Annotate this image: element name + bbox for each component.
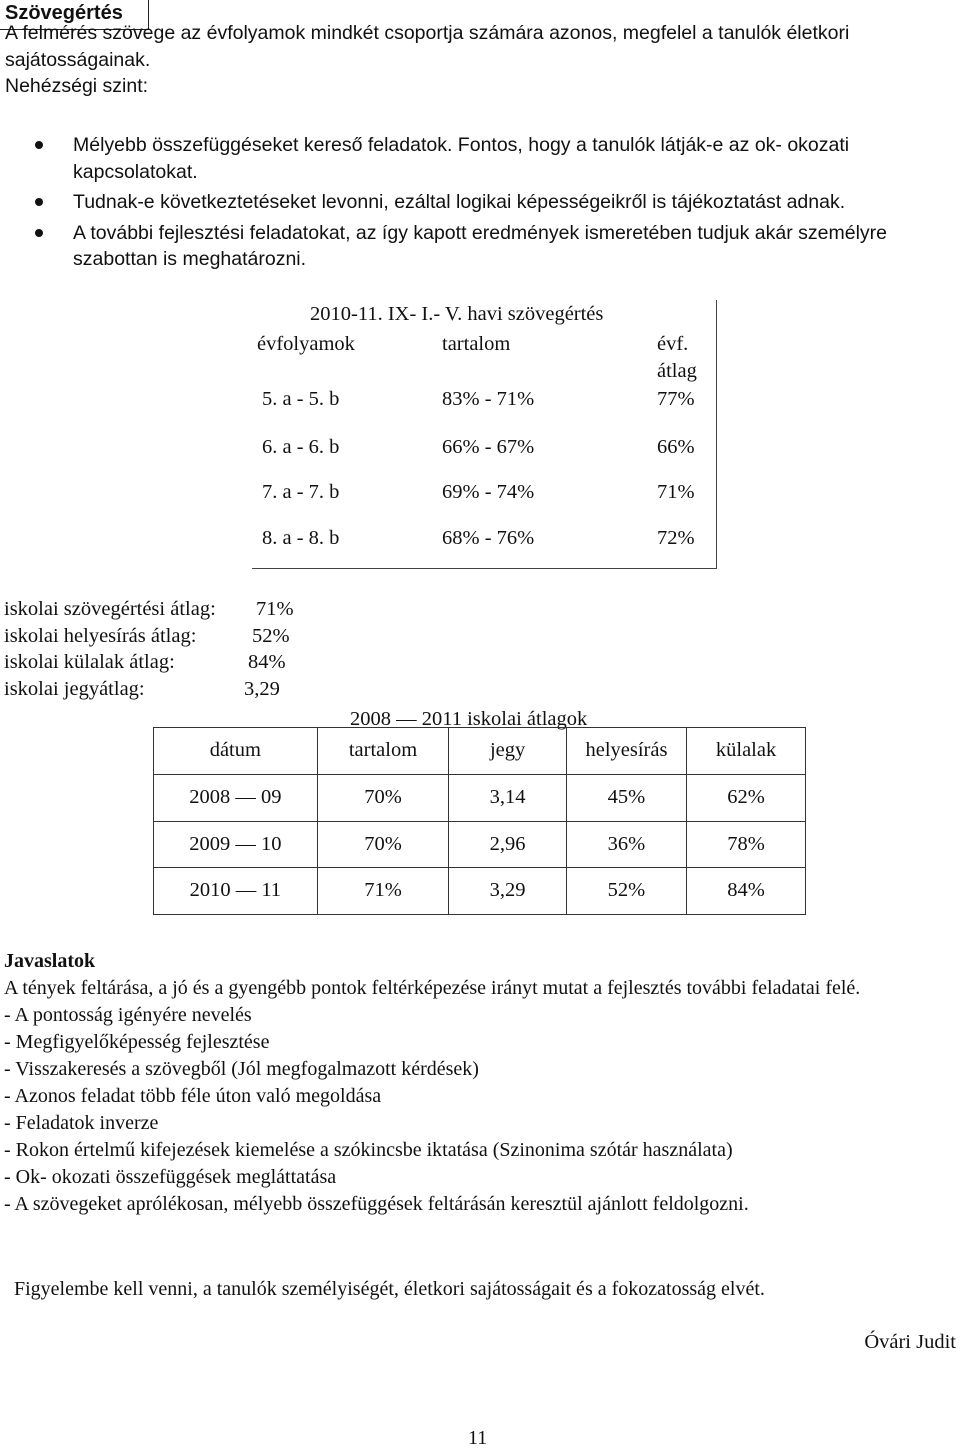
table2-cell: 84% [687,868,806,915]
table1-cell-range: 66% - 67% [442,436,535,458]
table1-cell-range: 68% - 76% [442,527,535,549]
bullet-text: Tudnak-e következtetéseket levonni, ezáltal logikai képességeikről is tájékoztatást adnak. [73,191,846,213]
table1-cell-avg: 72% [657,527,695,549]
table2-cell: 36% [566,821,686,868]
monthly-reading-table [252,300,717,569]
stat-row [4,623,290,650]
table2-row [154,821,806,868]
table1-cell-grade: 6. a - 6. b [262,436,340,458]
recommendation-item: - Azonos feladat több féle úton való megoldása [4,1085,382,1107]
recommendation-item: - Feladatok inverze [4,1112,159,1134]
bullet-item [35,132,940,185]
recommendation-item: - Ok- okozati összefüggések megláttatása [4,1166,337,1188]
bullet-item [35,189,940,216]
recommendation-item: - Megfigyelőképesség fejlesztése [4,1031,270,1053]
table2-cell: 71% [317,868,449,915]
table2-cell: 78% [687,821,806,868]
table2-header-cell: dátum [154,728,318,775]
table1-cell-grade: 5. a - 5. b [262,388,340,410]
stat-label: iskolai helyesírás átlag: [4,624,197,647]
table1-header-avg-2: átlag [657,360,697,382]
table2-cell: 70% [317,774,449,821]
table2-header-cell: tartalom [317,728,449,775]
table2-cell: 70% [317,821,449,868]
table2-row [154,868,806,915]
bullet-text: A további fejlesztési feladatokat, az így kapott eredmények ismeretében tudjuk akár személyre szabottan is meghatározni. [73,221,888,270]
table2-cell: 2009 — 10 [154,821,318,868]
stat-value: 71% [256,598,294,620]
table2-cell: 2008 — 09 [154,774,318,821]
recommendation-item: - Visszakeresés a szövegből (Jól megfogalmazott kérdések) [4,1058,479,1080]
stat-row [4,596,294,623]
stat-value: 84% [248,651,286,673]
table1-header-range: tartalom [442,333,511,355]
recommendation-item: - A pontosság igényére nevelés [4,1004,252,1026]
table1-header-grade: évfolyamok [257,333,355,355]
intro-line-1: A felmérés szövege az évfolyamok mindkét csoportja számára azonos, megfelel a tanulók életkori sajátosságainak. [5,22,850,71]
page-number: 11 [468,1427,488,1449]
table1-cell-avg: 77% [657,388,695,410]
recommendations-section [4,948,944,1218]
table1-title: 2010-11. IX- I.- V. havi szövegértés [310,303,604,325]
recommendations-title: Javaslatok [4,950,96,972]
table2-cell: 3,29 [449,868,566,915]
bullet-icon [35,141,43,149]
recommendation-item: - A szövegeket aprólékosan, mélyebb összefüggések feltárásán keresztül ajánlott feldolgozni. [4,1193,749,1215]
section-heading: Szövegértés [0,0,149,30]
author-signature: Óvári Judit [864,1331,956,1353]
stat-label: iskolai külalak átlag: [4,651,175,673]
table1-cell-range: 69% - 74% [442,481,535,503]
stat-value: 3,29 [244,677,280,700]
recommendations-intro: A tények feltárása, a jó és a gyengébb pontok feltérképezése irányt mutat a fejlesztés további feladatai felé. [4,977,861,999]
bullet-icon [35,229,43,237]
stat-row [4,676,280,703]
yearly-averages-table [153,727,806,915]
school-averages [4,596,294,702]
bullet-item [35,220,940,273]
intro-text [5,20,950,100]
stat-value: 52% [252,624,290,647]
bullet-icon [35,198,43,206]
table2-header-cell: jegy [449,728,566,775]
recommendation-item: - Rokon értelmű kifejezések kiemelése a szókincsbe iktatása (Szinonima szótár használata) [4,1139,733,1161]
table2-header-cell: helyesírás [566,728,686,775]
stat-label: iskolai jegyátlag: [4,677,145,700]
table2-row [154,774,806,821]
table1-cell-grade: 7. a - 7. b [262,481,340,503]
stat-row [4,649,286,676]
table2-cell: 2,96 [449,821,566,868]
table2-header-cell: külalak [687,728,806,775]
table2-cell: 45% [566,774,686,821]
table1-header-avg: évf. [657,333,689,355]
stat-label: iskolai szövegértési átlag: [4,598,216,620]
table2-cell: 3,14 [449,774,566,821]
table1-cell-avg: 71% [657,481,695,503]
table1-cell-grade: 8. a - 8. b [262,527,340,549]
bullet-list [35,132,940,277]
closing-note: Figyelembe kell venni, a tanulók személyiségét, életkori sajátosságait és a fokozatosság elvét. [14,1278,765,1300]
table2-cell: 52% [566,868,686,915]
intro-line-2: Nehézségi szint: [5,75,149,97]
table1-cell-avg: 66% [657,436,695,458]
bullet-text: Mélyebb összefüggéseket kereső feladatok. Fontos, hogy a tanulók látják-e az ok- okozati kapcsolatokat. [73,134,850,183]
table2-cell: 62% [687,774,806,821]
table2-header-row [154,728,806,775]
table2-title: 2008 — 2011 iskolai átlagok [350,708,588,730]
table2-cell: 2010 — 11 [154,868,318,915]
table1-cell-range: 83% - 71% [442,388,535,410]
